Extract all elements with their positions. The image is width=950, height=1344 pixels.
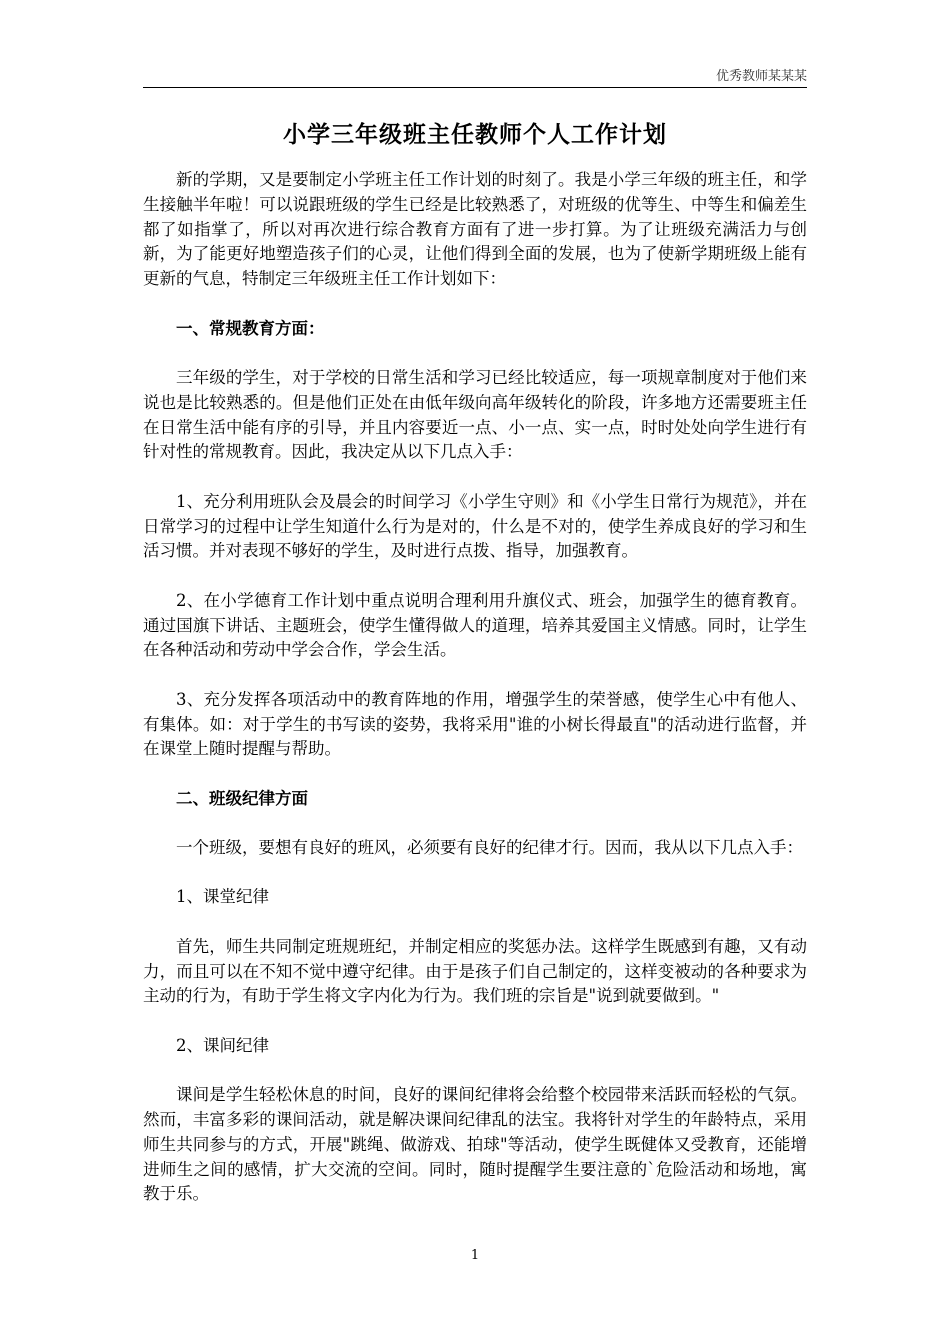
paragraph: 3、充分发挥各项活动中的教育阵地的作用，增强学生的荣誉感，使学生心中有他人、有集体。如：对于学生的书写读的姿势，我将采用"谁的小树长得最直"的活动进行监督，并在课堂上随时提醒与帮助。 [143,689,807,759]
paragraph: 课间是学生轻松休息的时间，良好的课间纪律将会给整个校园带来活跃而轻松的气氛。然而，丰富多彩的课间活动，就是解决课间纪律乱的法宝。我将针对学生的年龄特点，采用师生共同参与的方式，开展"跳绳、做游戏、拍球"等活动，使学生既健体又受教育，还能增进师生之间的感情，扩大交流的空间。同时，随时提醒学生要注意的`危险活动和场地，寓教于乐。 [143,1085,807,1204]
spacer [143,861,807,886]
subheading: 1、课堂纪律 [176,887,269,907]
paragraph: 1、充分利用班队会及晨会的时间学习《小学生守则》和《小学生日常行为规范》，并在日常学习的过程中让学生知道什么行为是对的，什么是不对的，使学生养成良好的学习和生活习惯。并对表现不够好的学生，及时进行点拨、指导，加强教育。 [143,491,807,561]
section-heading: 一、常规教育方面： [176,318,325,338]
page-header [143,62,807,88]
spacer [143,762,807,787]
section-heading: 二、班级纪律方面 [176,788,308,808]
spacer [143,292,807,317]
subheading: 2、课间纪律 [176,1035,269,1055]
paragraph: 2、在小学德育工作计划中重点说明合理利用升旗仪式、班会，加强学生的德育教育。通过国旗下讲话、主题班会，使学生懂得做人的道理，培养其爱国主义情感。同时，让学生在各种活动和劳动中学会合作，学会生活。 [143,590,807,660]
header-author: 优秀教师某某某 [715,69,807,84]
spacer [143,663,807,688]
document-body [143,168,807,1207]
paragraph: 一个班级，要想有良好的班风，必须要有良好的纪律才行。因而，我从以下几点入手： [176,838,803,858]
paragraph: 三年级的学生，对于学校的日常生活和学习已经比较适应，每一项规章制度对于他们来说也是比较熟悉的。但是他们正处在由低年级向高年级转化的阶段，许多地方还需要班主任在日常生活中能有序的引导，并且内容要近一点、小一点、实一点，时时处处向学生进行有针对性的常规教育。因此，我决定从以下几点入手： [143,367,807,462]
paragraph: 首先，师生共同制定班规班纪，并制定相应的奖惩办法。这样学生既感到有趣，又有动力，而且可以在不知不觉中遵守纪律。由于是孩子们自己制定的，这样变被动的各种要求为主动的行为，有助于学生将文字内化为行为。我们班的宗旨是"说到就要做到。" [143,936,807,1006]
spacer [143,341,807,366]
spacer [143,1009,807,1034]
document-title: 小学三年级班主任教师个人工作计划 [283,122,667,148]
spacer [143,910,807,935]
intro-paragraph: 新的学期，又是要制定小学班主任工作计划的时刻了。我是小学三年级的班主任，和学生接触半年啦！可以说跟班级的学生已经是比较熟悉了，对班级的优等生、中等生和偏差生都了如指掌了，所以对再次进行综合教育方面有了进一步打算。为了让班级充满活力与创新，为了能更好地塑造孩子们的心灵，让他们得到全面的发展，也为了使新学期班级上能有更新的气息，特制定三年级班主任工作计划如下： [143,170,807,289]
page-number: 1 [470,1248,480,1263]
spacer [143,1059,807,1084]
spacer [143,465,807,490]
spacer [143,812,807,837]
spacer [143,564,807,589]
